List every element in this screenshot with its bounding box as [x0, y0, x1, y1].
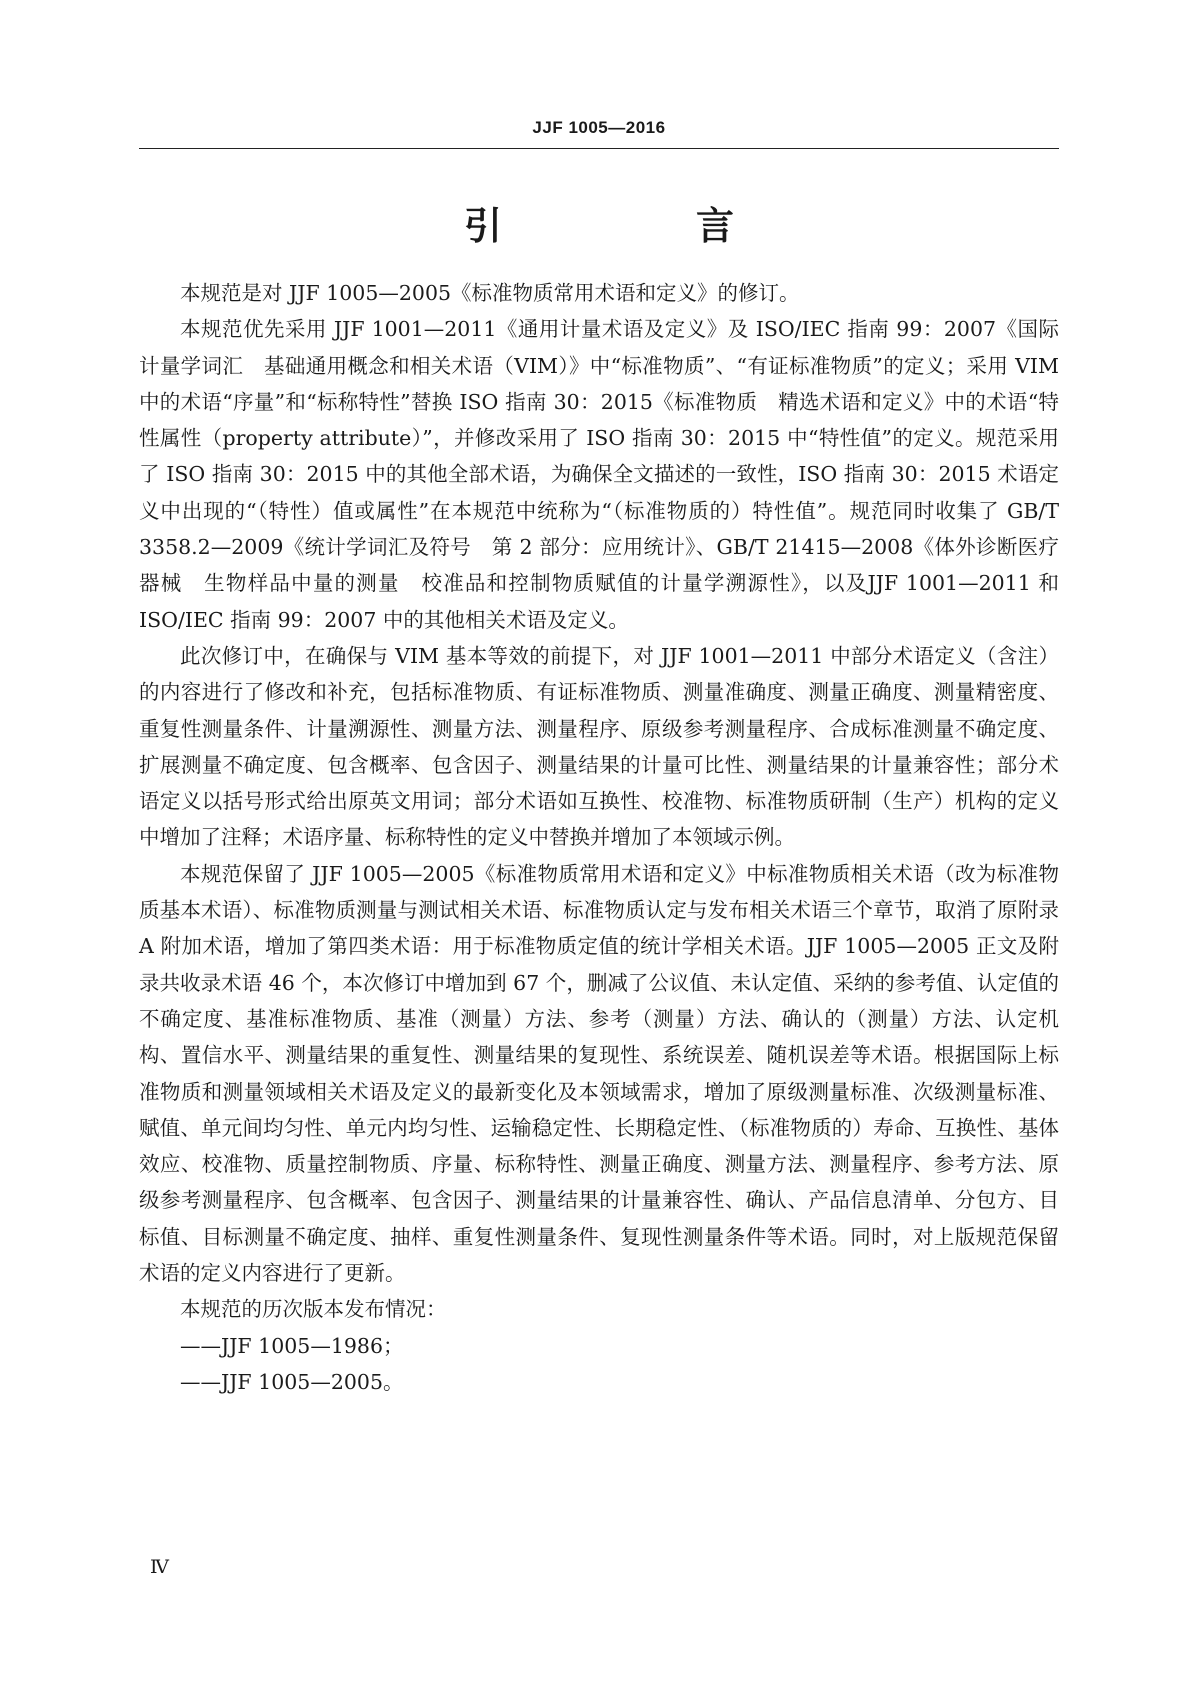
- paragraph-revision-scope: 此次修订中，在确保与 VIM 基本等效的前提下，对 JJF 1001—2011 中部分术语定义（含注）的内容进行了修改和补充，包括标准物质、有证标准物质、测量准确度、测量正确度、测量精密度、重复性测量条件、计量溯源性、测量方法、测量程序、原级参考测量程序、合成标准测量不确定度、扩展测量不确定度、包含概率、包含因子、测量结果的计量可比性、测量结果的计量兼容性；部分术语定义以括号形式给出原英文用词；部分术语如互换性、校准物、标准物质研制（生产）机构的定义中增加了注释；术语序量、标称特性的定义中替换并增加了本领域示例。: [139, 643, 1059, 850]
- paragraph-term-changes: 本规范保留了 JJF 1005—2005《标准物质常用术语和定义》中标准物质相关术语（改为标准物质基本术语）、标准物质测量与测试相关术语、标准物质认定与发布相关术语三个章节，取消了原附录 A 附加术语，增加了第四类术语：用于标准物质定值的统计学相关术语。JJF 1005—2005 正文及附录共收录术语 46 个，本次修订中增加到 67 个，删减了公议值、未认定值、采纳的参考值、认定值的不确定度、基准标准物质、基准（测量）方法、参考（测量）方法、确认的（测量）方法、认定机构、置信水平、测量结果的重复性、测量结果的复现性、系统误差、随机误差等术语。根据国际上标准物质和测量领域相关术语及定义的最新变化及本领域需求，增加了原级测量标准、次级测量标准、赋值、单元间均匀性、单元内均匀性、运输稳定性、长期稳定性、（标准物质的）寿命、互换性、基体效应、校准物、质量控制物质、序量、标称特性、测量正确度、测量方法、测量程序、参考方法、原级参考测量程序、包含概率、包含因子、测量结果的计量兼容性、确认、产品信息清单、分包方、目标值、目标测量不确定度、抽样、重复性测量条件、复现性测量条件等术语。同时，对上版规范保留术语的定义内容进行了更新。: [139, 861, 1059, 1286]
- paragraph-adopted-standards: 本规范优先采用 JJF 1001—2011《通用计量术语及定义》及 ISO/IEC 指南 99：2007《国际计量学词汇 基础通用概念和相关术语（VIM）》中“标准物质”、“有证标准物质”的定义；采用 VIM 中的术语“序量”和“标称特性”替换 ISO 指南 30：2015《标准物质 精选术语和定义》中的术语“特性属性（property attribute）”，并修改采用了 ISO 指南 30：2015 中“特性值”的定义。规范采用了 ISO 指南 30：2015 中的其他全部术语，为确保全文描述的一致性，ISO 指南 30：2015 术语定义中出现的“（特性）值或属性”在本规范中统称为“（标准物质的）特性值”。规范同时收集了 GB/T 3358.2—2009《统计学词汇及符号 第 2 部分：应用统计》、GB/T 21415—2008《体外诊断医疗器械 生物样品中量的测量 校准品和控制物质赋值的计量学溯源性》，以及JJF 1001—2011 和 ISO/IEC 指南 99：2007 中的其他相关术语及定义。: [139, 317, 1059, 632]
- paragraph-revision-note: 本规范是对 JJF 1005—2005《标准物质常用术语和定义》的修订。: [180, 281, 800, 305]
- page-title: 引 言: [463, 204, 812, 248]
- document-code-header: JJF 1005—2016: [532, 118, 666, 137]
- history-item: ——JJF 1005—1986；: [180, 1333, 404, 1358]
- history-item: ——JJF 1005—2005。: [180, 1369, 404, 1394]
- body-text: [139, 275, 1059, 1400]
- page-number: Ⅳ: [150, 1556, 169, 1578]
- paragraph-version-history-intro: 本规范的历次版本发布情况：: [180, 1297, 447, 1322]
- header-rule: [139, 148, 1059, 149]
